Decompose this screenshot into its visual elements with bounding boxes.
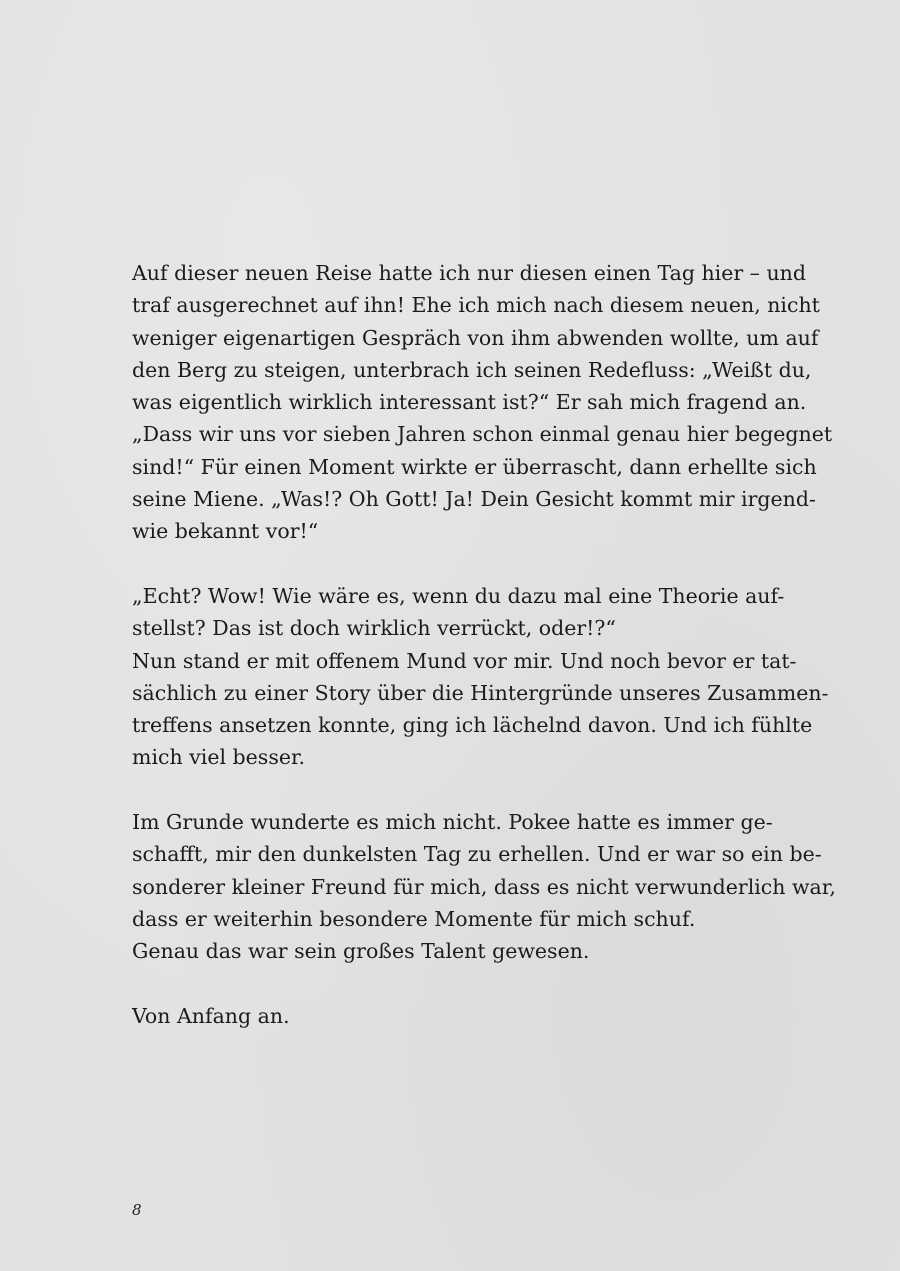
text-line: Von Anfang an.: [132, 1003, 290, 1028]
paragraph-1: [132, 257, 833, 548]
text-line: sonderer kleiner Freund für mich, dass es nicht verwunderlich war,: [132, 874, 836, 899]
text-line: mich viel besser.: [132, 745, 306, 770]
text-line: stellst? Das ist doch wirklich verrückt, oder!?“: [132, 616, 616, 641]
text-line: Nun stand er mit offenem Mund vor mir. Und noch bevor er tat-: [132, 648, 797, 673]
text-line: treffens ansetzen konnte, ging ich lächelnd davon. Und ich fühlte: [132, 713, 813, 738]
text-line: „Dass wir uns vor sieben Jahren schon einmal genau hier begegnet: [132, 422, 833, 447]
text-line: traf ausgerechnet auf ihn! Ehe ich mich nach diesem neuen, nicht: [132, 293, 820, 318]
text-line: Genau das war sein großes Talent gewesen.: [132, 939, 590, 964]
text-line: dass er weiterhin besondere Momente für mich schuf.: [132, 906, 696, 931]
text-line: sind!“ Für einen Moment wirkte er überrascht, dann erhellte sich: [132, 454, 817, 479]
body-text: [132, 257, 836, 1032]
paragraph-spacer: [132, 548, 772, 580]
paragraph-3: [132, 806, 836, 967]
paragraph-spacer: [132, 968, 772, 1000]
text-line: was eigentlich wirklich interessant ist?“ Er sah mich fragend an.: [132, 390, 807, 415]
text-line: den Berg zu steigen, unterbrach ich seinen Redefluss: „Weißt du,: [132, 357, 812, 382]
text-line: wie bekannt vor!“: [132, 519, 319, 544]
paragraph-2: [132, 580, 829, 774]
text-line: Auf dieser neuen Reise hatte ich nur diesen einen Tag hier – und: [132, 261, 806, 285]
page-number: 8: [132, 1201, 142, 1219]
text-line: schafft, mir den dunkelsten Tag zu erhellen. Und er war so ein be-: [132, 842, 822, 867]
text-line: sächlich zu einer Story über die Hintergründe unseres Zusammen-: [132, 680, 829, 705]
text-line: weniger eigenartigen Gespräch von ihm abwenden wollte, um auf: [132, 325, 819, 350]
text-line: „Echt? Wow! Wie wäre es, wenn du dazu mal eine Theorie auf-: [132, 583, 785, 608]
text-line: seine Miene. „Was!? Oh Gott! Ja! Dein Gesicht kommt mir irgend-: [132, 487, 816, 512]
paragraph-spacer: [132, 774, 772, 806]
text-line: Im Grunde wunderte es mich nicht. Pokee hatte es immer ge-: [132, 810, 773, 835]
paragraph-4: [132, 1000, 772, 1032]
